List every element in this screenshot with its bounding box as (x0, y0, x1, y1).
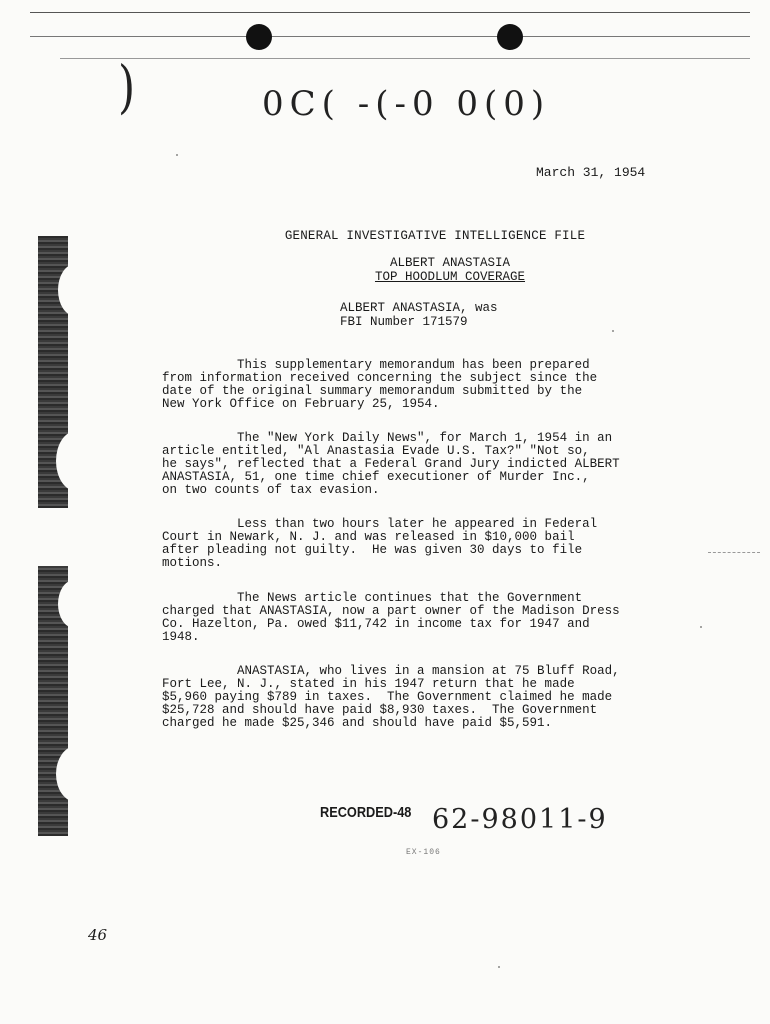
scan-speck (498, 966, 500, 968)
alias-block (340, 301, 498, 329)
handwritten-bracket: ) (118, 54, 136, 121)
top-border-line (30, 36, 750, 37)
coverage-title: TOP HOODLUM COVERAGE (374, 270, 526, 284)
handwritten-file-mark: 0C( -(-0 0(0) (262, 84, 551, 124)
subject-name: ALBERT ANASTASIA (389, 256, 511, 270)
faint-stamp: EX-106 (406, 848, 441, 857)
memo-date: March 31, 1954 (536, 165, 646, 180)
binding-strip (38, 566, 68, 836)
body-paragraph: The News article continues that the Government charged that ANASTASIA, now a part owner of the Madison Dress Co. Hazelton, Pa. owed $11,742 in income tax for 1947 and 1948. (162, 591, 620, 644)
alias-line: ALBERT ANASTASIA, was (340, 301, 498, 315)
scan-speck (612, 330, 614, 332)
scan-speck (700, 626, 702, 628)
margin-mark (708, 552, 760, 554)
recorded-stamp: RECORDED-48 (320, 804, 412, 821)
fbi-number: FBI Number 171579 (340, 315, 468, 329)
body-paragraph: Less than two hours later he appeared in Federal Court in Newark, N. J. and was released in $10,000 bail after pleading not guilty. He was given 30 days to file motions. (162, 517, 598, 570)
scan-speck (176, 154, 178, 156)
file-title: GENERAL INVESTIGATIVE INTELLIGENCE FILE (284, 229, 586, 243)
subject-block (300, 256, 600, 284)
top-border-line (30, 12, 750, 13)
binding-strip (38, 236, 68, 508)
body-paragraph: The "New York Daily News", for March 1, 1954 in an article entitled, "Al Anastasia Evade U.S. Tax?" "Not so, he says", reflected that a Federal Grand Jury indicted ALBERT ANASTASIA, 51, one time chief executioner of Murder Inc., on two counts of tax evasion. (162, 431, 620, 497)
body-paragraph: ANASTASIA, who lives in a mansion at 75 Bluff Road, Fort Lee, N. J., stated in his 1947 return that he made $5,960 paying $789 in taxes. The Government claimed he made $25,728 and should have paid $8,930 taxes. The Government charged he made $25,346 and should have paid $5,591. (162, 664, 620, 730)
punch-hole (497, 24, 523, 50)
handwritten-file-number: 62-98011-9 (432, 804, 608, 835)
punch-hole (246, 24, 272, 50)
top-border-line (60, 58, 750, 59)
body-paragraph: This supplementary memorandum has been prepared from information received concerning the subject since the date of the original summary memorandum submitted by the New York Office on February 25, 1954. (162, 358, 598, 411)
page-number: 46 (88, 926, 108, 944)
